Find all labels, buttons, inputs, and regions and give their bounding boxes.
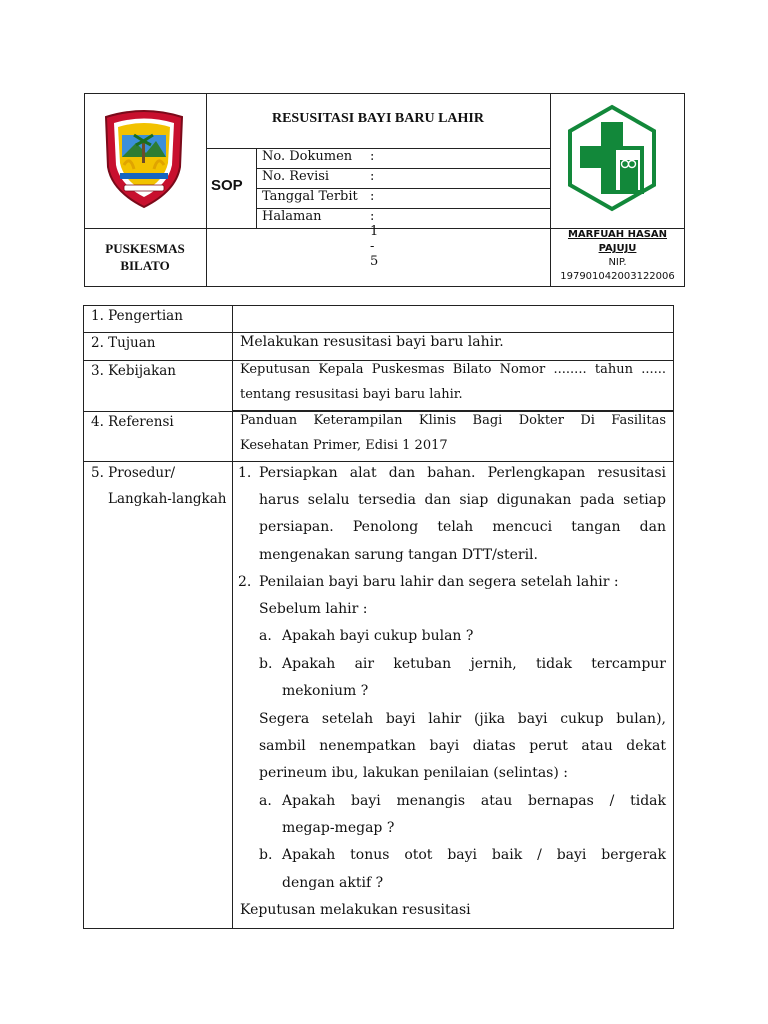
- label-referensi: 4. Referensi: [91, 414, 174, 430]
- procedure-line: mekonium ?: [282, 683, 369, 699]
- procedure-line: Apakah bayi menangis atau bernapas / tidak: [282, 793, 666, 809]
- step-number: 1.: [238, 465, 252, 481]
- table-divider: [83, 332, 674, 333]
- kebijakan-line: Keputusan Kepala Puskesmas Bilato Nomor ........ tahun ......: [240, 362, 666, 377]
- procedure-line: persiapan. Penolong telah mencuci tangan dan: [259, 519, 666, 535]
- puskesmas-logo-icon: [566, 104, 658, 212]
- procedure-line: Apakah tonus otot bayi baik / bayi bergerak: [282, 847, 666, 863]
- meta-no-revisi: [262, 169, 375, 184]
- procedure-line: Apakah bayi cukup bulan ?: [282, 628, 474, 644]
- meta-no-dokumen: [262, 149, 375, 164]
- procedure-line: mengenakan sarung tangan DTT/steril.: [259, 547, 538, 563]
- sub-marker: a.: [259, 793, 272, 809]
- procedure-line: Persiapkan alat dan bahan. Perlengkapan resusitasi: [259, 465, 666, 481]
- label-tujuan: 2. Tujuan: [91, 335, 156, 351]
- label-prosedur: 5. Prosedur/: [91, 465, 176, 481]
- procedure-line: Segera setelah bayi lahir (jika bayi cukup bulan),: [259, 711, 666, 727]
- document-title: RESUSITASI BAYI BARU LAHIR: [271, 111, 484, 126]
- procedure-line: sambil nenempatkan bayi diatas perut atau dekat: [259, 738, 666, 754]
- sub-marker: b.: [259, 847, 273, 863]
- nip-value: 197901042003122006: [560, 271, 675, 282]
- meta-label: No. Revisi: [262, 169, 330, 184]
- label-pengertian: 1. Pengertian: [91, 308, 183, 324]
- step-number: 2.: [238, 574, 252, 590]
- org-line: BILATO: [120, 258, 170, 273]
- signer-name: PAJUJU: [598, 243, 637, 254]
- header-divider: [206, 148, 550, 149]
- meta-value: : 1 - 5: [370, 209, 379, 269]
- table-divider: [83, 360, 674, 361]
- kebijakan-line: tentang resusitasi bayi baru lahir.: [240, 387, 463, 402]
- meta-label: No. Dokumen: [262, 149, 353, 164]
- procedure-line: Penilaian bayi baru lahir dan segera setelah lahir :: [259, 574, 619, 590]
- nip-label: NIP.: [608, 257, 627, 268]
- meta-halaman: [262, 209, 379, 269]
- signer-name: MARFUAH HASAN: [567, 229, 668, 240]
- referensi-line: Kesehatan Primer, Edisi 1 2017: [240, 438, 448, 453]
- meta-tanggal-terbit: [262, 189, 375, 204]
- procedure-line: Sebelum lahir :: [259, 601, 368, 617]
- referensi-line: Panduan Keterampilan Klinis Bagi Dokter Di Fasilitas: [240, 413, 666, 428]
- meta-value: :: [370, 169, 375, 184]
- meta-value: :: [370, 149, 375, 164]
- regency-logo-icon: [100, 107, 188, 209]
- meta-value: :: [370, 189, 375, 204]
- procedure-line: harus selalu tersedia dan siap digunakan pada setiap: [259, 492, 666, 508]
- procedure-line: perineum ibu, lakukan penilaian (selintas) :: [259, 765, 568, 781]
- signer-block: [550, 228, 685, 284]
- org-line: PUSKESMAS: [105, 241, 185, 256]
- table-divider: [83, 461, 674, 462]
- meta-label: Halaman: [262, 209, 322, 224]
- tujuan-text: Melakukan resusitasi bayi baru lahir.: [240, 334, 504, 350]
- meta-label: Tanggal Terbit: [262, 189, 358, 204]
- label-prosedur-sub: Langkah-langkah: [108, 491, 227, 507]
- sop-label: SOP: [211, 177, 243, 194]
- label-kebijakan: 3. Kebijakan: [91, 363, 177, 379]
- table-divider: [83, 411, 674, 412]
- procedure-line: dengan aktif ?: [282, 875, 384, 891]
- sub-marker: a.: [259, 628, 272, 644]
- organization-name: [84, 240, 206, 274]
- procedure-line: megap-megap ?: [282, 820, 395, 836]
- table-divider: [232, 305, 233, 929]
- sub-marker: b.: [259, 656, 273, 672]
- procedure-line: Apakah air ketuban jernih, tidak tercampur: [282, 656, 666, 672]
- procedure-line: Keputusan melakukan resusitasi: [240, 902, 471, 918]
